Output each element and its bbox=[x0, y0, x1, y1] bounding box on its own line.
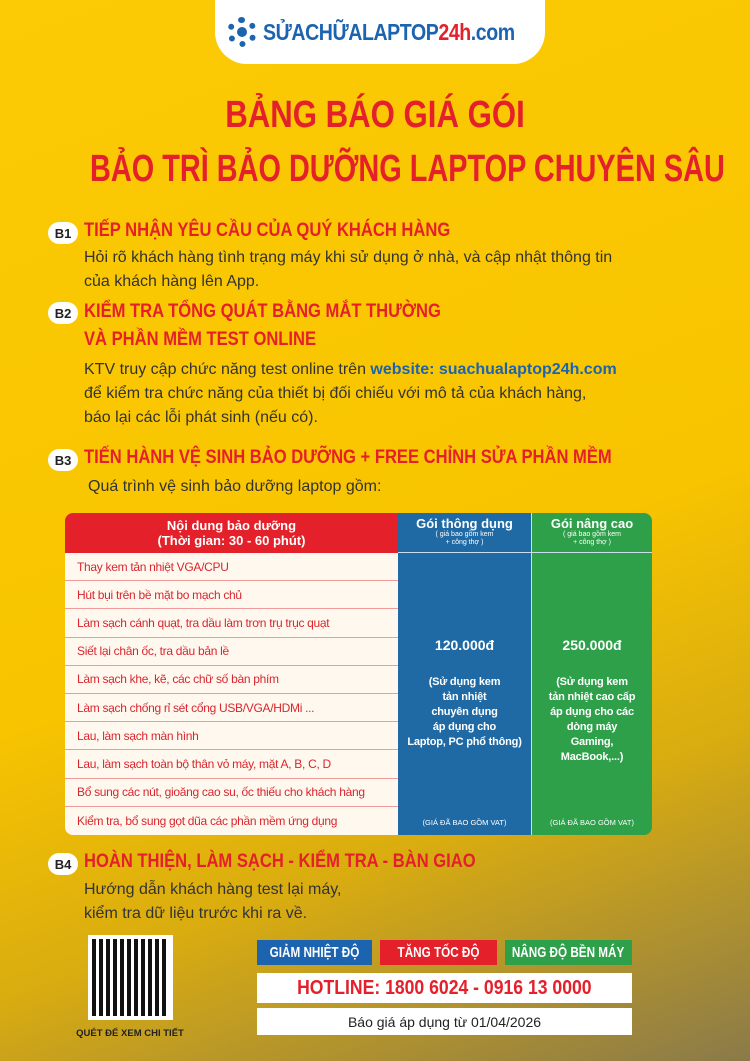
step-badge: B3 bbox=[48, 449, 78, 471]
step-body: Hỏi rõ khách hàng tình trạng máy khi sử dụng ở nhà, và cập nhật thông tin của khách hàng lên App. bbox=[84, 249, 613, 290]
table-row: Siết lại chân ốc, tra dầu bản lề bbox=[65, 638, 398, 666]
step-badge: B1 bbox=[48, 222, 78, 244]
tag-speed: TĂNG TỐC ĐỘ bbox=[380, 940, 497, 965]
package-advanced: Gói nâng cao ( giá bao gồm kem + công thợ ) 250.000đ (Sử dụng kem tản nhiệt cao cấp áp dụng cho các dòng máy Gaming, MacBook,...) (GIÁ ĐÃ BAO GỒM VAT) bbox=[532, 513, 652, 835]
table-row: Làm sạch khe, kẽ, các chữ số bàn phím bbox=[65, 666, 398, 694]
price-table bbox=[65, 513, 652, 835]
logo[interactable] bbox=[215, 0, 545, 64]
step-badge: B2 bbox=[48, 302, 78, 324]
price-advanced: 250.000đ bbox=[562, 637, 622, 653]
date-note: Báo giá áp dụng từ 01/04/2026 bbox=[257, 1008, 632, 1035]
tag-cooling: GIẢM NHIỆT ĐỘ bbox=[257, 940, 372, 965]
step-body: KTV truy cập chức năng test online trên website: suachualaptop24h.com để kiểm tra chức năng của thiết bị đối chiếu với mô tả của khách hàng, báo lại các lỗi phát sinh (nếu có). bbox=[84, 361, 617, 426]
table-row: Kiểm tra, bổ sung gọt dũa các phần mềm ứng dụng bbox=[65, 807, 398, 835]
step-heading: TIẾN HÀNH VỆ SINH BẢO DƯỠNG + FREE CHỈNH SỬA PHẦN MỀM bbox=[84, 446, 612, 468]
vat-note: (GIÁ ĐÃ BAO GỒM VAT) bbox=[422, 817, 507, 827]
step-body: Hướng dẫn khách hàng test lại máy, kiểm tra dữ liệu trước khi ra về. bbox=[84, 881, 342, 922]
step-heading: KIỂM TRA TỔNG QUÁT BẰNG MẮT THƯỜNG bbox=[84, 300, 441, 322]
table-row: Làm sạch chống rỉ sét cổng USB/VGA/HDMi ... bbox=[65, 694, 398, 722]
table-row: Lau, làm sạch màn hình bbox=[65, 722, 398, 750]
gear-icon bbox=[227, 17, 257, 47]
page-title-line2: BẢO TRÌ BẢO DƯỠNG LAPTOP CHUYÊN SÂU bbox=[90, 148, 725, 190]
table-header: Nội dung bảo dưỡng (Thời gian: 30 - 60 phút) bbox=[65, 513, 398, 553]
table-row: Thay kem tản nhiệt VGA/CPU bbox=[65, 553, 398, 581]
price-basic: 120.000đ bbox=[434, 637, 495, 653]
step-heading: HOÀN THIỆN, LÀM SẠCH - KIỂM TRA - BÀN GIAO bbox=[84, 850, 476, 872]
step-badge: B4 bbox=[48, 853, 78, 875]
qr-caption: QUÉT ĐỂ XEM CHI TIẾT bbox=[76, 1028, 184, 1039]
package-description: (Sử dụng kem tản nhiệt chuyên dụng áp dụng cho Laptop, PC phổ thông) bbox=[407, 676, 522, 748]
vat-note: (GIÁ ĐÃ BAO GỒM VAT) bbox=[550, 817, 634, 827]
hotline[interactable]: HOTLINE: 1800 6024 - 0916 13 0000 bbox=[257, 973, 632, 1003]
qr-code[interactable] bbox=[88, 935, 173, 1020]
table-row: Lau, làm sạch toàn bộ thân vỏ máy, mặt A, B, C, D bbox=[65, 750, 398, 778]
table-row: Làm sạch cánh quạt, tra dầu làm trơn trụ trục quạt bbox=[65, 609, 398, 637]
page-title-line1: BẢNG BÁO GIÁ GÓI bbox=[225, 94, 525, 136]
package-description: (Sử dụng kem tản nhiệt cao cấp áp dụng cho các dòng máy Gaming, MacBook,...) bbox=[548, 676, 636, 763]
package-basic: Gói thông dụng ( giá bao gồm kem + công thợ ) 120.000đ (Sử dụng kem tản nhiệt chuyên dụng áp dụng cho Laptop, PC phổ thông) (GIÁ ĐÃ BAO GỒM VAT) bbox=[398, 513, 532, 835]
step-heading: VÀ PHẦN MỀM TEST ONLINE bbox=[84, 328, 317, 350]
tag-durability: NÂNG ĐỘ BỀN MÁY bbox=[505, 940, 632, 965]
step-body: Quá trình vệ sinh bảo dưỡng laptop gồm: bbox=[88, 478, 382, 495]
step-heading: TIẾP NHẬN YÊU CẦU CỦA QUÝ KHÁCH HÀNG bbox=[84, 219, 451, 241]
website-link[interactable]: website: suachualaptop24h.com bbox=[370, 361, 617, 378]
table-row: Hút bụi trên bề mặt bo mạch chủ bbox=[65, 581, 398, 609]
table-row: Bổ sung các nút, gioăng cao su, ốc thiếu cho khách hàng bbox=[65, 779, 398, 807]
logo-text: SỬACHỮALAPTOP24h.com bbox=[263, 18, 515, 45]
